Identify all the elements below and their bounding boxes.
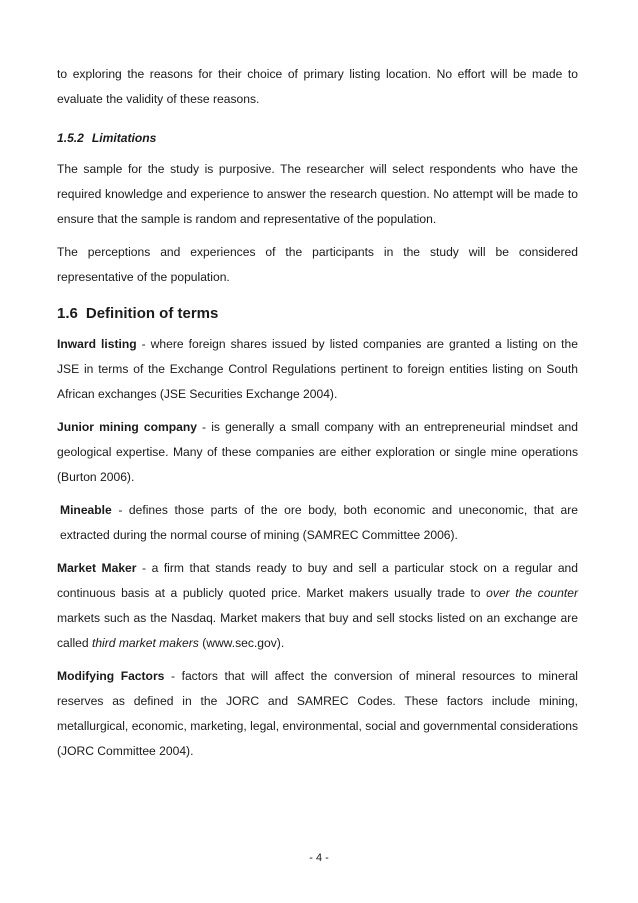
term-label: Inward listing bbox=[57, 337, 137, 351]
section-title: Definition of terms bbox=[85, 305, 219, 322]
definition-market-maker bbox=[57, 556, 578, 656]
term-label: Junior mining company bbox=[57, 420, 197, 434]
term-definition-part: markets such as the Nasdaq. Market makers that buy and sell stocks listed on an exchange are called bbox=[57, 611, 578, 650]
term-definition-part: (www.sec.gov). bbox=[198, 636, 285, 650]
definition-junior-mining-company bbox=[57, 415, 578, 490]
limitations-paragraph-2: The perceptions and experiences of the participants in the study will be considered representative of the population. bbox=[57, 245, 578, 284]
section-number: 1.6 bbox=[57, 305, 78, 322]
term-emphasis: third market makers bbox=[91, 636, 199, 650]
term-definition-part: - a firm that stands ready to buy and sell a particular stock on a regular and continuous basis at a publicly quoted price. Market makers usually trade to bbox=[57, 561, 578, 600]
term-emphasis: over the counter bbox=[486, 586, 578, 600]
definition-mineable bbox=[57, 498, 578, 548]
term-label: Market Maker bbox=[57, 561, 137, 575]
section-title: Limitations bbox=[91, 131, 157, 145]
term-definition: - defines those parts of the ore body, both economic and uneconomic, that are extracted during the normal course of mining (SAMREC Committee 2006). bbox=[60, 503, 578, 542]
term-definition: - is generally a small company with an entrepreneurial mindset and geological expertise. Many of these companies are either exploration or single mine operations (Burton 2006). bbox=[57, 420, 578, 484]
section-heading-1-5-2 bbox=[57, 126, 578, 151]
term-definition: - where foreign shares issued by listed companies are granted a listing on the JSE in terms of the Exchange Control Regulations pertinent to foreign entities listing on South African exchanges (JSE Securities Exchange 2004). bbox=[57, 337, 578, 401]
term-label: Modifying Factors bbox=[57, 669, 165, 683]
section-number: 1.5.2 bbox=[57, 131, 84, 145]
section-heading-1-6 bbox=[57, 300, 578, 328]
definition-modifying-factors bbox=[57, 664, 578, 764]
limitations-paragraph-1: The sample for the study is purposive. The researcher will select respondents who have the required knowledge and experience to answer the research question. No attempt will be made to ensure that the sample is random and representative of the population. bbox=[57, 162, 578, 226]
definition-inward-listing bbox=[57, 332, 578, 407]
term-label: Mineable bbox=[60, 503, 112, 517]
page-number: - 4 - bbox=[309, 852, 329, 864]
intro-paragraph: to exploring the reasons for their choice of primary listing location. No effort will be made to evaluate the validity of these reasons. bbox=[57, 67, 578, 106]
document-page bbox=[57, 62, 578, 772]
term-definition: - factors that will affect the conversion of mineral resources to mineral reserves as defined in the JORC and SAMREC Codes. These factors include mining, metallurgical, economic, marketing, legal, environmental, social and governmental considerations (JORC Committee 2004). bbox=[57, 669, 578, 758]
